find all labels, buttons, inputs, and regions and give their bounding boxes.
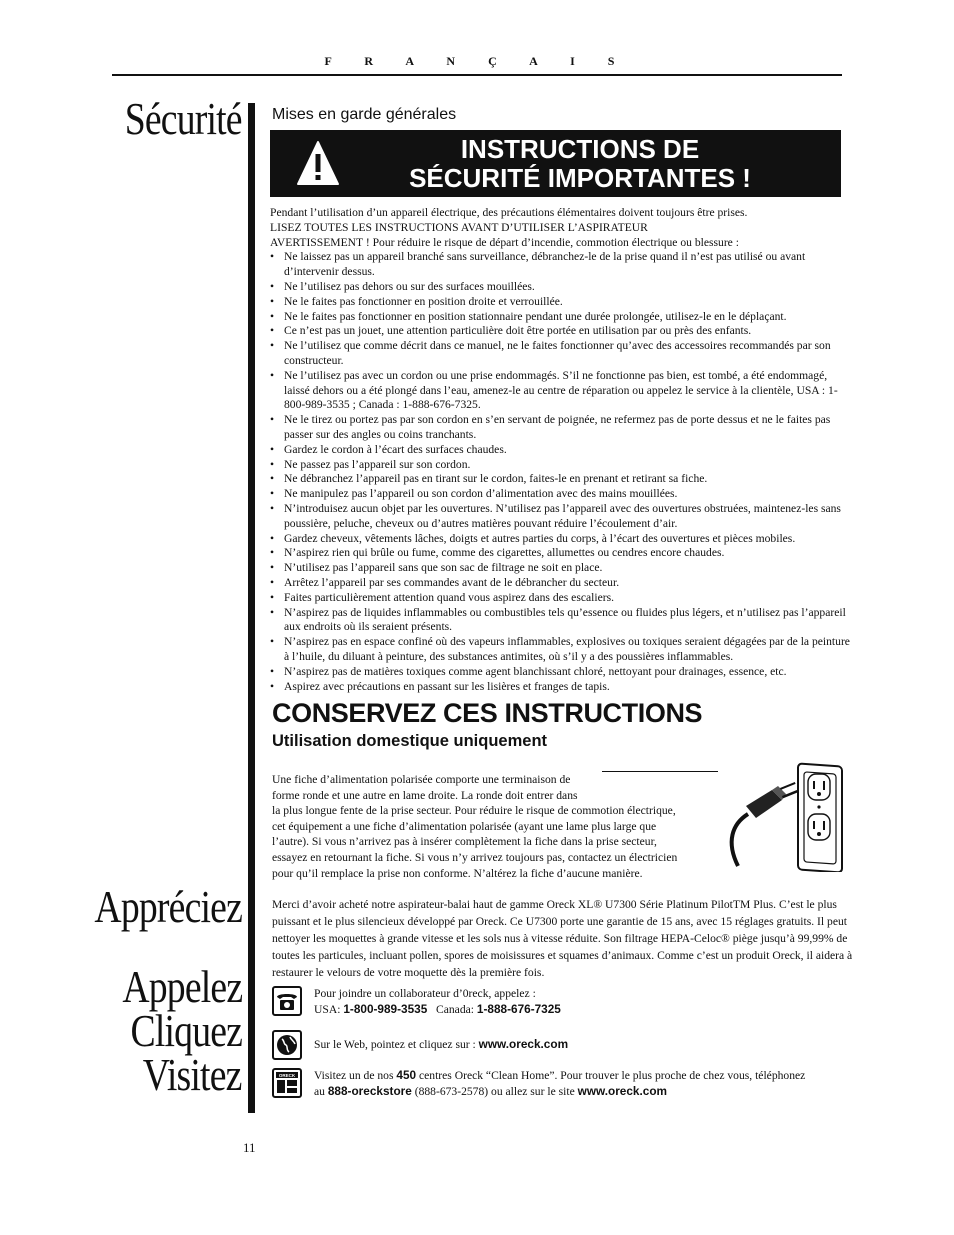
polarized-line: essayez en retournant la fiche. Si vous n’y arrivez toujours pas, contactez un électricien xyxy=(272,850,678,864)
safety-bullet-list xyxy=(270,250,852,694)
thanks-paragraph: Merci d’avoir acheté notre aspirateur-balai haut de gamme Oreck XL® U7300 Série Platinum PilotTM Plus. C’est le plus puissant et le plus silencieux développé par Oreck. Ce U7300 porte une garantie de 15 ans, avec 15 réglages gratuits. Il peut nettoyer les moquettes à grande vitesse et les sols nus à vitesse réduite. Son filtrage HEPA-Celoc® piège jusqu’à 99,99% de toutes les particules, incluant pollen, spores de moisissures et squames d’animaux. Comme c’est un produit Oreck, il aidera à restaurer le velours de votre moquette dès la première fois. xyxy=(272,898,853,979)
list-item: • Ce n’est pas un jouet, une attention particulière doit être portée en utilisation par ou près des enfants. xyxy=(270,324,852,339)
contact-web xyxy=(272,1030,852,1062)
store-line-1 xyxy=(314,1068,854,1084)
website-link[interactable]: www.oreck.com xyxy=(478,1037,569,1051)
polarized-line: forme ronde et une autre en lame droite. La ronde doit entrer dans xyxy=(272,788,578,802)
list-item: • Ne passez pas l’appareil sur son cordon. xyxy=(270,458,852,473)
sidebar-title-click: Cliquez xyxy=(130,1005,242,1056)
intro-line: AVERTISSEMENT ! Pour réduire le risque de départ d’incendie, commotion électrique ou blessure : xyxy=(270,235,739,249)
header-language: F R A N Ç A I S xyxy=(324,54,630,68)
list-item: • Ne le faites pas fonctionner en position stationnaire pendant une durée prolongée, utilisez-le en le déplaçant. xyxy=(270,310,852,325)
telephone-icon xyxy=(272,986,302,1016)
list-item: • Ne manipulez pas l’appareil ou son cordon d’alimentation avec des mains mouillées. xyxy=(270,487,852,502)
header-rule xyxy=(112,74,842,76)
store-phone-number[interactable]: 888-oreckstore xyxy=(327,1083,412,1098)
list-item: • Faites particulièrement attention quand vous aspirez dans des escaliers. xyxy=(270,591,852,606)
save-instructions-title: CONSERVEZ CES INSTRUCTIONS xyxy=(272,698,703,728)
intro-line: LISEZ TOUTES LES INSTRUCTIONS AVANT D’UTILISER L’ASPIRATEUR xyxy=(270,220,648,234)
usa-label: USA: xyxy=(314,1002,341,1016)
page-number: 11 xyxy=(243,1140,256,1155)
warning-title-line2: SÉCURITÉ IMPORTANTES ! xyxy=(409,163,751,193)
store-line-2 xyxy=(314,1084,854,1100)
store-count: 450 xyxy=(396,1068,417,1082)
list-item: • N’aspirez pas de liquides inflammables ou combustibles tels qu’essence ou fluides plus légers, et n’utilisez pas l’appareil aux endroits où ils seraient présents. xyxy=(270,606,852,636)
warning-title-line1: INSTRUCTIONS DE xyxy=(460,134,700,164)
plug-outlet-illustration xyxy=(720,752,850,877)
list-item: • N’introduisez aucun objet par les ouvertures. N’utilisez pas l’appareil avec des ouvertures obstruées, maintenez-les sans poussière, peluche, cheveux ou d’autres matières pouvant réduire l’écoulement d’air. xyxy=(270,502,852,532)
sidebar-title-call: Appelez xyxy=(122,961,242,1012)
list-item: • Ne l’utilisez que comme décrit dans ce manuel, ne le faites fonctionner qu’avec des accessoires recommandés par son constructeur. xyxy=(270,339,852,369)
safety-instructions xyxy=(270,206,852,694)
usa-phone-number[interactable]: 1-800-989-3535 xyxy=(343,1001,428,1016)
sidebar-title-appreciate: Appréciez xyxy=(94,881,242,932)
phone-intro: Pour joindre un collaborateur d’0reck, appelez : xyxy=(314,987,536,1000)
callout-line xyxy=(602,771,718,772)
list-item: • Ne le faites pas fonctionner en position droite et verrouillée. xyxy=(270,295,852,310)
list-item: • N’aspirez rien qui brûle ou fume, comme des cigarettes, allumettes ou cendres encore chaudes. xyxy=(270,546,852,561)
list-item: • N’aspirez pas de matières toxiques comme agent blanchissant chloré, nettoyant pour drainages, essence, etc. xyxy=(270,665,852,680)
sidebar-title-safety: Sécurité xyxy=(124,93,242,144)
list-item: • Arrêtez l’appareil par ses commandes avant de le débrancher du secteur. xyxy=(270,576,852,591)
store-phone-alt: (888-673-2578) ou allez sur le site xyxy=(414,1084,575,1098)
warning-banner xyxy=(270,130,841,197)
list-item: • Ne l’utilisez pas dehors ou sur des surfaces mouillées. xyxy=(270,280,852,295)
list-item: • Gardez cheveux, vêtements lâches, doigts et autres parties du corps, à l’écart des ouvertures et pièces mobiles. xyxy=(270,532,852,547)
intro-line: Pendant l’utilisation d’un appareil électrique, des précautions élémentaires doivent toujours être prises. xyxy=(270,206,748,219)
list-item: • Aspirez avec précautions en passant sur les lisières et franges de tapis. xyxy=(270,680,852,695)
list-item: • Ne le tirez ou portez pas par son cordon en s’en servant de poignée, ne refermez pas de porte dessus et ne le faites pas passer sur des angles ou coins tranchants. xyxy=(270,413,852,443)
contact-store xyxy=(272,1068,852,1102)
polarized-line: l’autre). Si vous n’arrivez pas à insérer complètement la fiche dans la prise secteur, xyxy=(272,835,657,849)
web-text: Sur le Web, pointez et cliquez sur : xyxy=(314,1038,476,1051)
polarized-line: cet équipement a une fiche d’alimentation polarisée (ayant une lame plus large que xyxy=(272,819,657,833)
store-text: Visitez un de nos xyxy=(314,1069,394,1082)
list-item: • Ne laissez pas un appareil branché sans surveillance, débranchez-le de la prise quand il n’est pas utilisé ou avant d’intervenir dessus. xyxy=(270,250,852,280)
store-icon xyxy=(272,1068,302,1098)
store-website-link[interactable]: www.oreck.com xyxy=(577,1083,668,1098)
polarized-line: Une fiche d’alimentation polarisée comporte une terminaison de xyxy=(272,773,571,786)
warning-title xyxy=(340,135,820,193)
warning-icon xyxy=(296,140,340,191)
list-item: • Ne l’utilisez pas avec un cordon ou une prise endommagés. S’il ne fonctionne pas bien, est tombé, a été endommagé, laissé dehors ou a été plongé dans l’eau, amenez-le au centre de réparation ou appelez le service à la clientèle, USA : 1-800-989-3535 ; Canada : 1-888-676-7325. xyxy=(270,369,852,413)
list-item: • Ne débranchez l’appareil pas en tirant sur le cordon, faites-le en prenant et retirant sa fiche. xyxy=(270,472,852,487)
canada-phone-number[interactable]: 1-888-676-7325 xyxy=(476,1001,561,1016)
polarized-plug-text xyxy=(272,772,712,881)
polarized-line: la plus longue fente de la prise secteur. Pour réduire le risque de commotion électrique, xyxy=(272,804,676,818)
phone-numbers xyxy=(314,1002,854,1018)
section-subheading: Mises en garde générales xyxy=(272,106,457,123)
store-text: centres Oreck “Clean Home”. Pour trouver le plus proche de chez vous, téléphonez xyxy=(418,1069,806,1082)
list-item: • Gardez le cordon à l’écart des surfaces chaudes. xyxy=(270,443,852,458)
store-logo-text: ORECK xyxy=(278,1073,296,1078)
store-text: au xyxy=(314,1084,325,1098)
globe-icon xyxy=(272,1030,302,1060)
sidebar-title-visit: Visitez xyxy=(143,1049,242,1100)
polarized-line: pour qu’il remplace la prise non conforme. N’altérez la fiche d’aucune manière. xyxy=(272,866,643,880)
domestic-use-subtitle: Utilisation domestique uniquement xyxy=(272,732,548,750)
list-item: • N’utilisez pas l’appareil sans que son sac de filtrage ne soit en place. xyxy=(270,561,852,576)
list-item: • N’aspirez pas en espace confiné où des vapeurs inflammables, explosives ou toxiques seraient dégagées par de la peinture à l’huile, du diluant à peinture, des substances antimites, où s’il y a des poussières inflammables. xyxy=(270,635,852,665)
vertical-divider xyxy=(248,103,255,1113)
contact-phone xyxy=(272,986,852,1020)
canada-label: Canada: xyxy=(436,1002,474,1016)
